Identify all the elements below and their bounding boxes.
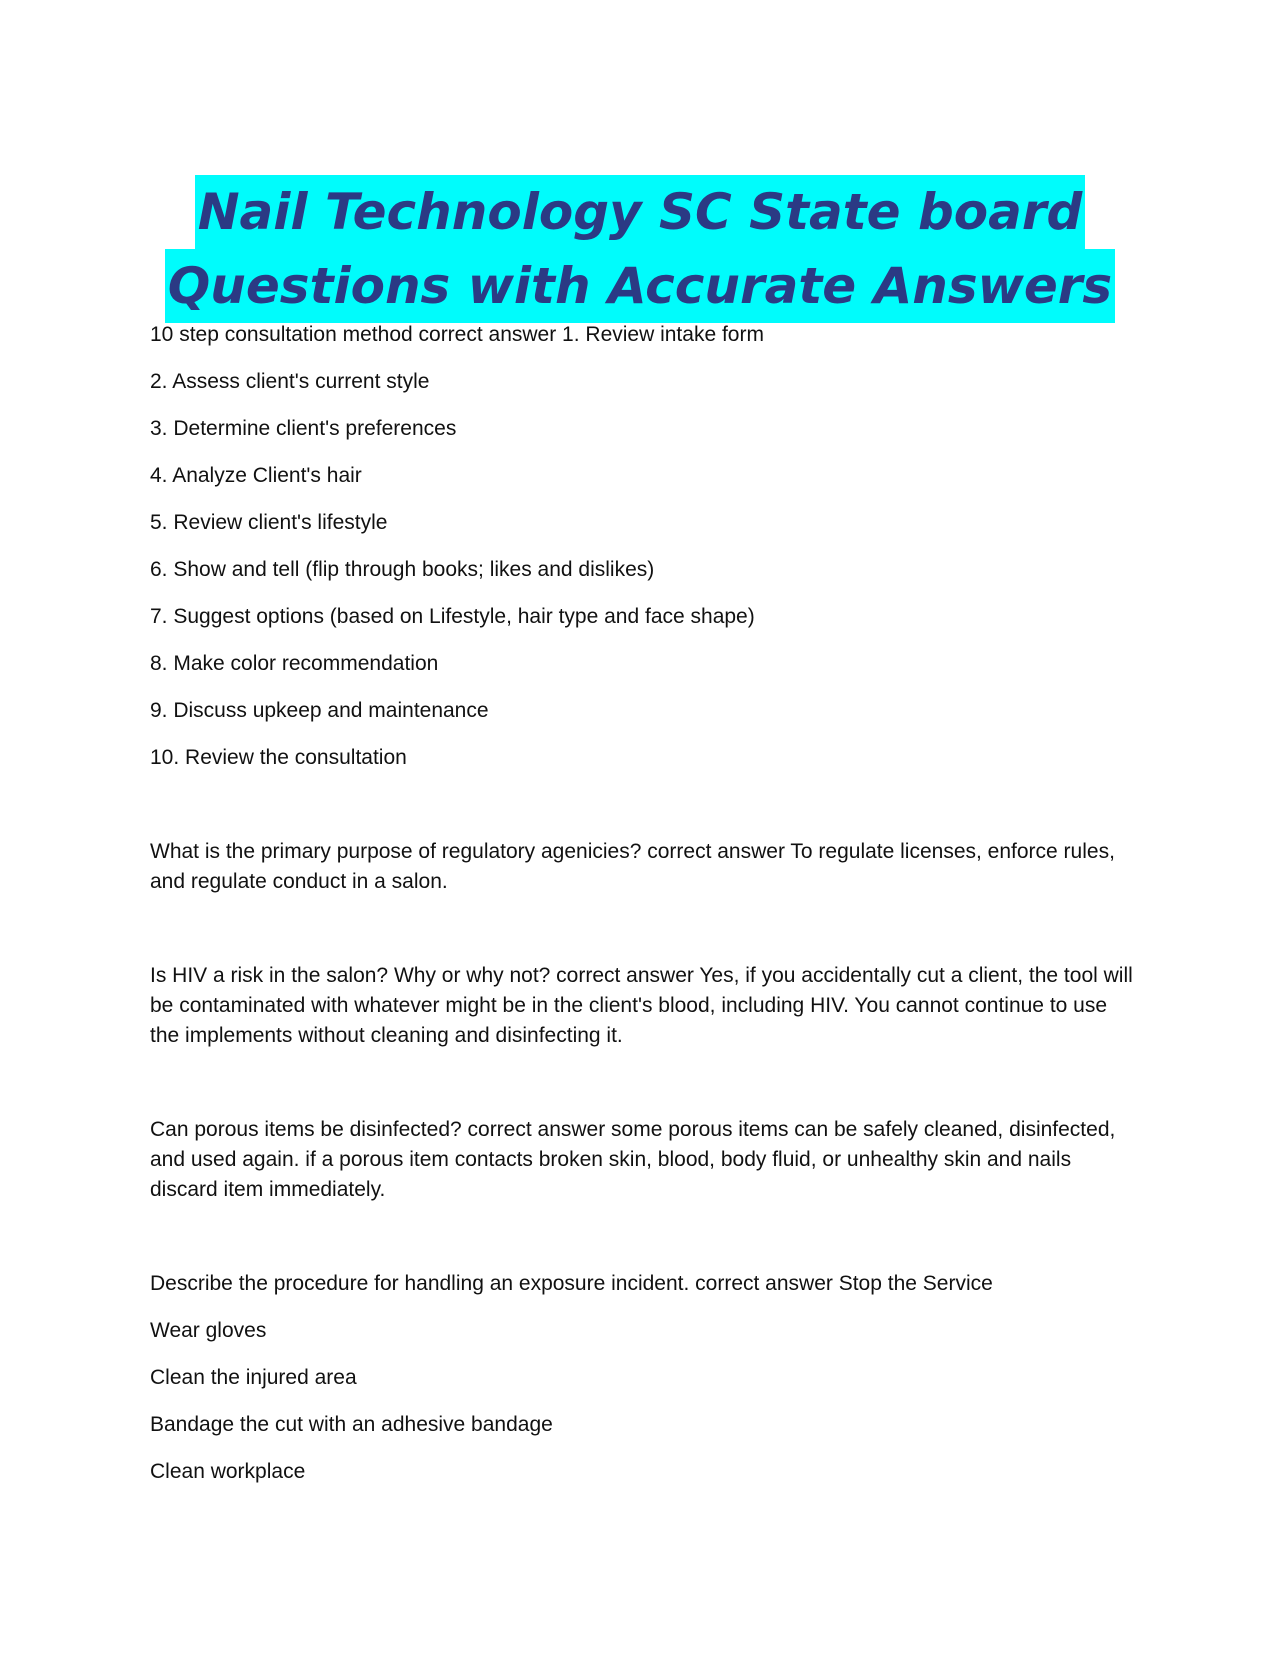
qa-paragraph: What is the primary purpose of regulatory agenicies? correct answer To regulate licenses, enforce rules, and regulate conduct in a salon. — [150, 840, 1115, 893]
document-title — [0, 175, 1280, 323]
title-line-2: Questions with Accurate Answers — [165, 249, 1115, 323]
exposure-step: Clean workplace — [150, 1460, 306, 1483]
exposure-intro: Describe the procedure for handling an exposure incident. correct answer Stop the Service — [150, 1272, 993, 1295]
consultation-step: 3. Determine client's preferences — [150, 417, 457, 440]
exposure-step: Clean the injured area — [150, 1366, 357, 1389]
qa-paragraph: Can porous items be disinfected? correct answer some porous items can be safely cleaned, disinfected, and used again. if a porous item contacts broken skin, blood, body fluid, or unhealthy skin and nails discard item immediately. — [150, 1118, 1116, 1201]
exposure-step: Wear gloves — [150, 1319, 267, 1342]
consultation-step: 7. Suggest options (based on Lifestyle, hair type and face shape) — [150, 605, 755, 628]
consultation-step: 5. Review client's lifestyle — [150, 511, 388, 534]
exposure-step: Bandage the cut with an adhesive bandage — [150, 1413, 553, 1436]
consultation-intro: 10 step consultation method correct answer 1. Review intake form — [150, 323, 764, 346]
consultation-step: 8. Make color recommendation — [150, 652, 439, 675]
consultation-step: 4. Analyze Client's hair — [150, 464, 362, 487]
consultation-step: 6. Show and tell (flip through books; likes and dislikes) — [150, 558, 655, 581]
title-line-1: Nail Technology SC State board — [195, 175, 1086, 249]
consultation-step: 9. Discuss upkeep and maintenance — [150, 699, 489, 722]
qa-paragraph: Is HIV a risk in the salon? Why or why not? correct answer Yes, if you accidentally cut a client, the tool will be contaminated with whatever might be in the client's blood, including HIV. You cannot continue to use the implements without cleaning and disinfecting it. — [150, 964, 1133, 1047]
consultation-step: 2. Assess client's current style — [150, 370, 430, 393]
consultation-step: 10. Review the consultation — [150, 746, 407, 769]
document-body — [150, 320, 1135, 1504]
